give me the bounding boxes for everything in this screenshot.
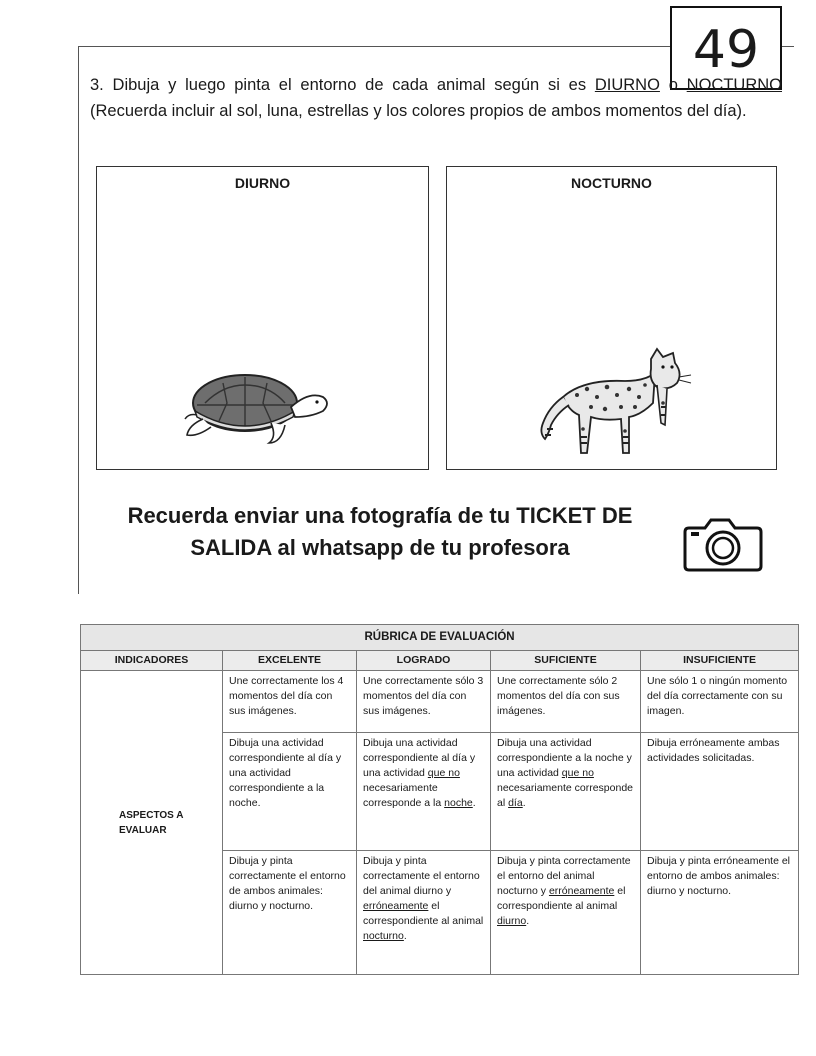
ocelot-drawing [533, 345, 693, 463]
aspect-label: ASPECTOS A EVALUAR [81, 671, 223, 975]
rubric-cell [491, 733, 641, 851]
header-logrado: LOGRADO [357, 651, 491, 671]
ticket-reminder [100, 500, 660, 564]
evaluation-rubric-table [80, 624, 799, 975]
diurno-drawing-panel[interactable] [96, 166, 429, 470]
activity-instruction [90, 72, 782, 124]
cell-text: Dibuja y pinta correctamente el entorno del animal diurno y [363, 855, 480, 897]
nocturno-panel-title: NOCTURNO [571, 175, 652, 191]
header-insuficiente: INSUFICIENTE [641, 651, 799, 671]
cell-text: necesariamente corresponde a la [363, 782, 445, 809]
instruction-text-3: (Recuerda incluir al sol, luna, estrellas y los colores propios de ambos momentos del día). [90, 102, 747, 120]
turtle-drawing [183, 363, 333, 445]
cell-underlined-text: que no [561, 767, 594, 779]
rubric-row [81, 671, 799, 733]
camera-icon [683, 516, 763, 572]
rubric-cell: Dibuja una actividad correspondiente al día y una actividad correspondiente a la noche. [223, 733, 357, 851]
cell-text: . [526, 915, 530, 927]
rubric-cell: Dibuja y pinta erróneamente el entorno de ambos animales: diurno y nocturno. [641, 851, 799, 975]
rubric-cell: Dibuja erróneamente ambas actividades solicitadas. [641, 733, 799, 851]
cell-underlined-text: erróneamente [548, 885, 615, 897]
cell-underlined-text: erróneamente [363, 900, 429, 912]
cell-underlined-text: nocturno [363, 930, 404, 942]
diurno-panel-title: DIURNO [234, 175, 291, 191]
cell-text: . [403, 930, 407, 942]
cell-underlined-text: diurno [497, 915, 527, 927]
rubric-cell [357, 733, 491, 851]
cell-text: Dibuja y pinta correctamente el entorno del animal nocturno y [497, 855, 631, 897]
cell-text: . [472, 797, 476, 809]
rubric-cell: Une sólo 1 o ningún momento del día correctamente con su imagen. [641, 671, 799, 733]
rubric-title: RÚBRICA DE EVALUACIÓN [81, 625, 799, 651]
rubric-cell: Dibuja y pinta correctamente el entorno de ambos animales: diurno y nocturno. [223, 851, 357, 975]
reminder-line-2: SALIDA al whatsapp de tu profesora [190, 535, 570, 560]
cell-text: Dibuja una actividad correspondiente a la noche y una actividad [497, 737, 632, 779]
header-suficiente: SUFICIENTE [491, 651, 641, 671]
page-number: 49 [692, 20, 760, 80]
cell-text: necesariamente corresponde al [497, 782, 633, 809]
nocturno-drawing-panel[interactable] [446, 166, 777, 470]
cell-text: el correspondiente al animal [497, 885, 626, 912]
instruction-text-2: o [659, 76, 687, 94]
header-excelente: EXCELENTE [223, 651, 357, 671]
cell-underlined-text: que no [427, 767, 460, 779]
instruction-text-1: 3. Dibuja y luego pinta el entorno de cada animal según si es [90, 76, 595, 94]
instruction-nocturno-word: NOCTURNO [686, 76, 782, 94]
rubric-cell: Une correctamente los 4 momentos del día con sus imágenes. [223, 671, 357, 733]
rubric-cell: Une correctamente sólo 2 momentos del día con sus imágenes. [491, 671, 641, 733]
rubric-cell: Une correctamente sólo 3 momentos del día con sus imágenes. [357, 671, 491, 733]
rubric-cell [491, 851, 641, 975]
cell-underlined-text: noche [444, 797, 473, 809]
reminder-line-1: Recuerda enviar una fotografía de tu TICKET DE [127, 503, 633, 528]
rubric-cell [357, 851, 491, 975]
cell-underlined-text: día [508, 797, 523, 809]
instruction-diurno-word: DIURNO [594, 76, 660, 94]
cell-text: el correspondiente al animal [363, 900, 484, 927]
header-indicadores: INDICADORES [81, 651, 223, 671]
cell-text: . [522, 797, 526, 809]
cell-text: Dibuja una actividad correspondiente al día y una actividad [363, 737, 476, 779]
